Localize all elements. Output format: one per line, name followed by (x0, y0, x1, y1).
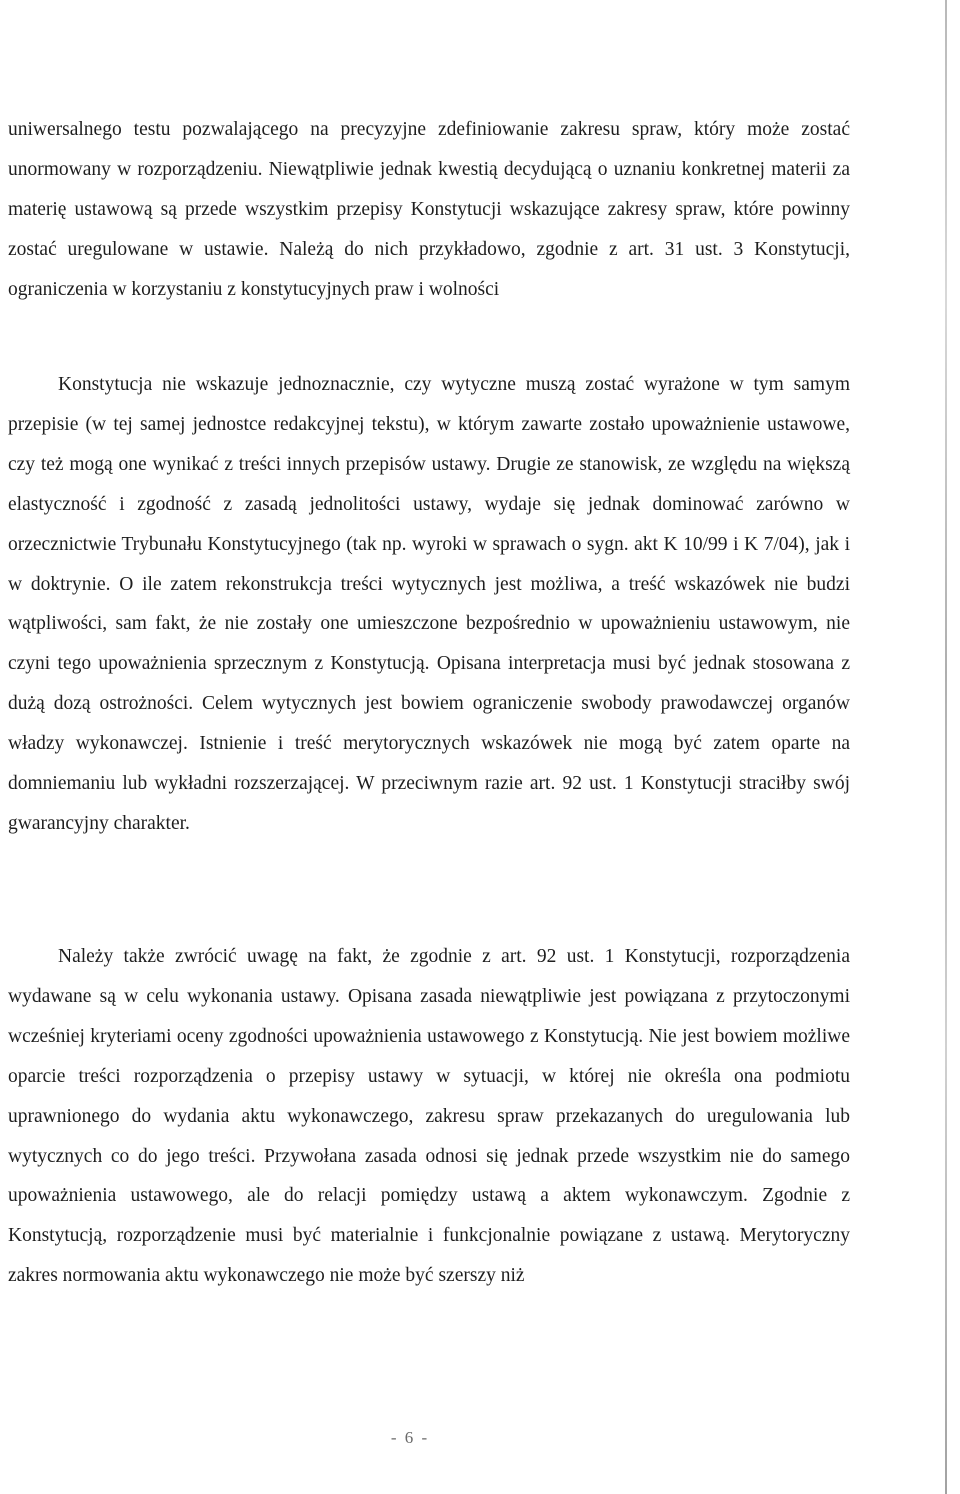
paragraph-2: Konstytucja nie wskazuje jednoznacznie, czy wytyczne muszą zostać wyrażone w tym samym przepisie (w tej samej jednostce redakcyjnej tekstu), w którym zawarte zostało upoważnienie ustawowe, czy też mogą one wynikać z treści innych przepisów ustawy. Drugie ze stanowisk, ze względu na większą elastyczność i zgodność z zasadą jednolitości ustawy, wydaje się jednak dominować zarówno w orzecznictwie Trybunału Konstytucyjnego (tak np. wyroki w sprawach o sygn. akt K 10/99 i K 7/04), jak i w doktrynie. O ile zatem rekonstrukcja treści wytycznych jest możliwa, a treść wskazówek nie budzi wątpliwości, sam fakt, że nie zostały one umieszczone bezpośrednio w upoważnieniu ustawowym, nie czyni tego upoważnienia sprzecznym z Konstytucją. Opisana interpretacja musi być jednak stosowana z dużą dozą ostrożności. Celem wytycznych jest bowiem ograniczenie swobody prawodawczej organów władzy wykonawczej. Istnienie i treść merytorycznych wskazówek nie mogą być zatem oparte na domniemaniu lub wykładni rozszerzającej. W przeciwnym razie art. 92 ust. 1 Konstytucji straciłby swój gwarancyjny charakter. (8, 374, 850, 834)
scan-edge (945, 0, 947, 1494)
paragraph-3: Należy także zwrócić uwagę na fakt, że zgodnie z art. 92 ust. 1 Konstytucji, rozporządzenia wydawane są w celu wykonania ustawy. Opisana zasada niewątpliwie jest powiązana z przytoczonymi wcześniej kryteriami oceny zgodności upoważnienia ustawowego z Konstytucją. Nie jest bowiem możliwe oparcie treści rozporządzenia o przepisy ustawy w sytuacji, w której nie określa ona podmiotu uprawnionego do wydania aktu wykonawczego, zakresu spraw przekazanych do uregulowania lub wytycznych co do jego treści. Przywołana zasada odnosi się jednak przede wszystkim nie do samego upoważnienia ustawowego, ale do relacji pomiędzy ustawą a aktem wykonawczym. Zgodnie z Konstytucją, rozporządzenie musi być materialnie i funkcjonalnie powiązane z ustawą. Merytoryczny zakres normowania aktu wykonawczego nie może być szerszy niż (8, 946, 850, 1287)
paragraph-1: uniwersalnego testu pozwalającego na precyzyjne zdefiniowanie zakresu spraw, który może zostać unormowany w rozporządzeniu. Niewątpliwie jednak kwestią decydującą o uznaniu konkretnej materii za materię ustawową są przede wszystkim przepisy Konstytucji wskazujące zakresy spraw, które powinny zostać uregulowane w ustawie. Należą do nich przykładowo, zgodnie z art. 31 ust. 3 Konstytucji, ograniczenia w korzystaniu z konstytucyjnych praw i wolności (8, 119, 850, 300)
page-number: - 6 - (390, 1428, 430, 1447)
